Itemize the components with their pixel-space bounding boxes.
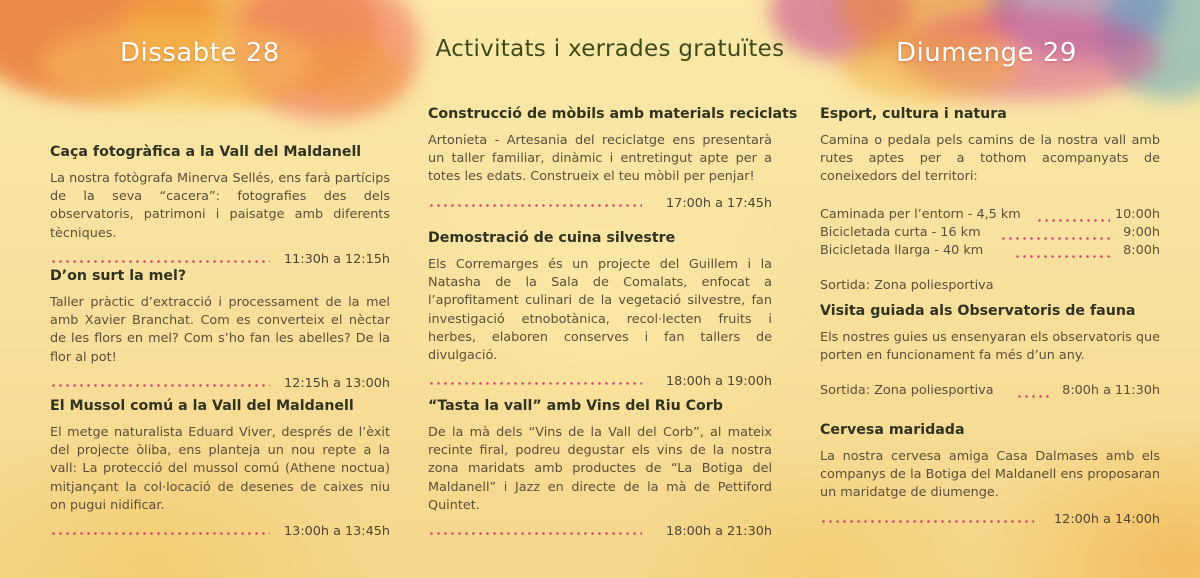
time-row [428, 519, 772, 539]
item-description: La nostra fotògrafa Minerva Sellés, ens farà partícips de la seva “cacera”: fotografies des dels observatoris, patrimoni i paisatge amb diferents tècniques. [50, 171, 390, 241]
sunday-item-beer [820, 422, 1160, 527]
dot-leader [428, 382, 642, 385]
item-time: 17:00h a 17:45h [666, 195, 772, 211]
item-time: 18:00h a 21:30h [666, 524, 772, 540]
departure-row [820, 383, 1160, 401]
item-description: La nostra cervesa amiga Casa Dalmases amb els companys de la Botiga del Maldanell ens proposaran un maridatge de diumenge. [820, 449, 1160, 501]
sunday-heading: Diumenge 29 [896, 38, 1077, 68]
item-time: 13:00h a 13:45h [284, 524, 390, 540]
item-title: Cervesa maridada [820, 422, 965, 438]
time-row [50, 519, 390, 539]
time-row [50, 371, 390, 391]
route-label: Bicicletada llarga - 40 km [820, 242, 984, 258]
route-label: Bicicletada curta - 16 km [820, 224, 981, 240]
item-title: El Mussol comú a la Vall del Maldanell [50, 398, 354, 414]
dot-leader [428, 532, 642, 535]
item-title: Esport, cultura i natura [820, 106, 1007, 122]
activity-item-wild-cooking [428, 230, 772, 389]
item-time: 12:15h a 13:00h [284, 375, 390, 391]
dot-leader [1000, 237, 1112, 240]
item-time: 12:00h a 14:00h [1054, 511, 1160, 527]
dot-leader [50, 384, 270, 387]
sunday-item-guided-visit [820, 303, 1160, 401]
route-row [820, 225, 1160, 243]
item-title: Demostració de cuina silvestre [428, 230, 676, 246]
item-title: Caça fotogràfica a la Vall del Maldanell [50, 144, 362, 160]
item-description: Camina o pedala pels camins de la nostra vall amb rutes aptes per a tothom acompanyats de coneixedors del territori: [820, 133, 1160, 185]
saturday-item-honey [50, 268, 390, 391]
route-row [820, 243, 1160, 261]
time-row [820, 507, 1160, 527]
sunday-item-sport [820, 106, 1160, 295]
item-description: De la mà dels “Vins de la Vall del Corb”, al mateix recinte firal, podreu degustar els vins de la nostra zona maridats amb productes de “La Botiga del Maldanell” i Jazz en directe de la mà de Pettiford Quintet. [428, 425, 772, 513]
route-time: 9:00h [1123, 224, 1160, 240]
dot-leader [50, 532, 270, 535]
item-title: D’on surt la mel? [50, 268, 187, 284]
route-time: 8:00h [1123, 242, 1160, 258]
item-time: 11:30h a 12:15h [284, 251, 390, 267]
saturday-item-owl [50, 398, 390, 539]
route-label: Caminada per l’entorn - 4,5 km [820, 206, 1021, 222]
activity-item-mobiles [428, 106, 798, 211]
dot-leader [1016, 395, 1050, 398]
dot-leader [50, 260, 270, 263]
time-row [428, 369, 772, 389]
route-time: 10:00h [1115, 206, 1160, 222]
route-row [820, 207, 1160, 225]
item-description: Els nostres guies us ensenyaran els observatoris que porten en funcionament fa més d’un any. [820, 330, 1160, 364]
dot-leader [1014, 255, 1112, 258]
item-description: Taller pràctic d’extracció i processament de la mel amb Xavier Branchat. Com es converteix el nèctar de les flors en mel? Com s’ho fan les abelles? De la flor al pot! [50, 295, 390, 365]
item-title: Visita guiada als Observatoris de fauna [820, 303, 1136, 319]
item-time: 8:00h a 11:30h [1062, 383, 1160, 399]
dot-leader [820, 520, 1034, 523]
time-row [428, 191, 772, 211]
saturday-item-photo-hunt [50, 144, 390, 267]
dot-leader [1036, 219, 1110, 222]
item-time: 18:00h a 19:00h [666, 374, 772, 390]
saturday-heading: Dissabte 28 [120, 38, 280, 68]
item-description: Artonieta - Artesania del reciclatge ens presentarà un taller familiar, dinàmic i entretingut apte per a totes les edats. Construeix el teu mòbil per penjar! [428, 133, 772, 185]
item-title: “Tasta la vall” amb Vins del Riu Corb [428, 398, 723, 414]
activities-title: Activitats i xerrades gratuïtes [435, 36, 785, 62]
departure-text: Sortida: Zona poliesportiva [820, 277, 994, 293]
activity-item-wine-tasting [428, 398, 772, 539]
time-row [50, 247, 390, 267]
item-title: Construcció de mòbils amb materials reciclats [428, 106, 798, 122]
dot-leader [428, 204, 642, 207]
item-description: El metge naturalista Eduard Viver, després de l’èxit del projecte òliba, ens planteja un nou repte a la vall: La protecció del mussol comú (Athene noctua) mitjançant la col·locació de desenes de caixes niu on pugui nidificar. [50, 425, 390, 513]
item-description: Els Corremarges és un projecte del Guillem i la Natasha de la Sala de Comalats, enfocat a l’aprofitament culinari de la vegetació silvestre, fan investigació etnobotànica, recol·lecten fruits i herbes, elaboren conserves i fan tallers de divulgació. [428, 257, 772, 364]
departure-text: Sortida: Zona poliesportiva [820, 383, 994, 399]
